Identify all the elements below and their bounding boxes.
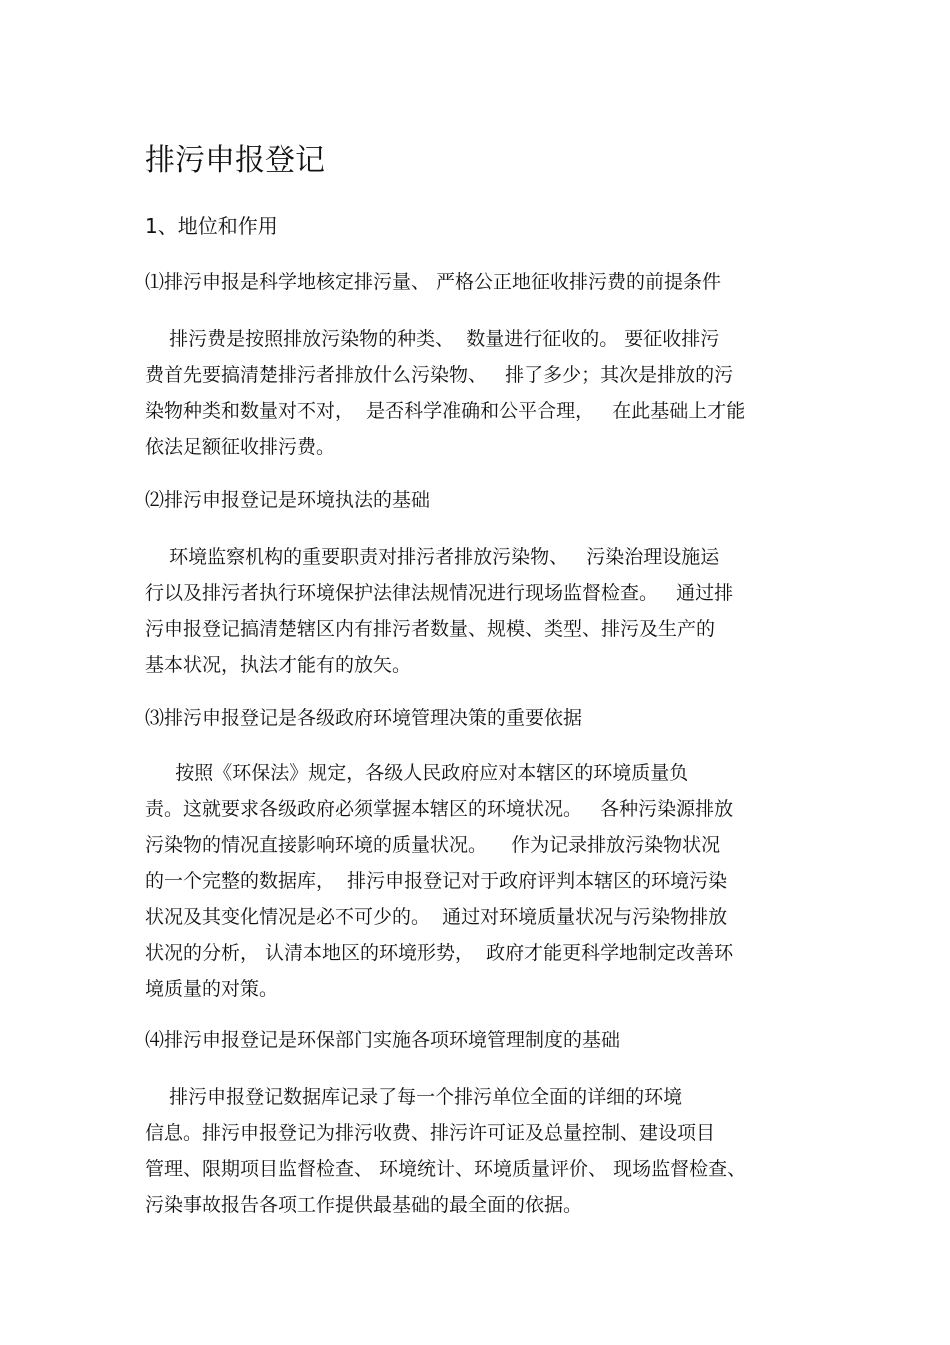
paragraph-2 bbox=[145, 539, 805, 683]
paragraph-line: 状况的分析， 认清本地区的环境形势， 政府才能更科学地制定改善环 bbox=[145, 942, 734, 964]
paragraph-line: 按照《环保法》规定，各级人民政府应对本辖区的环境质量负 bbox=[145, 762, 689, 784]
paragraph-line: 污染物的情况直接影响环境的质量状况。 作为记录排放污染物状况 bbox=[145, 834, 721, 856]
paragraph-line: 责。这就要求各级政府必须掌握本辖区的环境状况。 各种污染源排放 bbox=[145, 798, 734, 820]
page-title: 排污申报登记 bbox=[145, 143, 325, 178]
paragraph-line: 境质量的对策。 bbox=[145, 978, 279, 1000]
paragraph-line: 信息。排污申报登记为排污收费、排污许可证及总量控制、建设项目 bbox=[145, 1122, 716, 1144]
paragraph-line: 污染事故报告各项工作提供最基础的最全面的依据。 bbox=[145, 1194, 583, 1216]
paragraph-line: 排污费是按照排放污染物的种类、 数量进行征收的。 要征收排污 bbox=[145, 328, 720, 350]
paragraph-4 bbox=[145, 1079, 805, 1223]
paragraph-line: 排污申报登记数据库记录了每一个排污单位全面的详细的环境 bbox=[145, 1086, 683, 1108]
subheading-1: ⑴排污申报是科学地核定排污量、 严格公正地征收排污费的前提条件 bbox=[145, 271, 722, 293]
subheading-4: ⑷排污申报登记是环保部门实施各项环境管理制度的基础 bbox=[145, 1029, 621, 1051]
subheading-2: ⑵排污申报登记是环境执法的基础 bbox=[145, 489, 431, 511]
paragraph-line: 依法足额征收排污费。 bbox=[145, 436, 336, 458]
subheading-3: ⑶排污申报登记是各级政府环境管理决策的重要依据 bbox=[145, 707, 583, 729]
section-heading: 1、地位和作用 bbox=[145, 214, 278, 238]
paragraph-line: 管理、限期项目监督检查、 环境统计、环境质量评价、 现场监督检查、 bbox=[145, 1158, 747, 1180]
paragraph-3 bbox=[145, 755, 805, 1007]
paragraph-line: 的一个完整的数据库， 排污申报登记对于政府评判本辖区的环境污染 bbox=[145, 870, 728, 892]
paragraph-line: 环境监察机构的重要职责对排污者排放污染物、 污染治理设施运 bbox=[145, 546, 720, 568]
paragraph-line: 污申报登记搞清楚辖区内有排污者数量、规模、类型、排污及生产的 bbox=[145, 618, 716, 640]
paragraph-line: 基本状况，执法才能有的放矢。 bbox=[145, 654, 412, 676]
paragraph-1 bbox=[145, 321, 805, 465]
paragraph-line: 行以及排污者执行环境保护法律法规情况进行现场监督检查。 通过排 bbox=[145, 582, 734, 604]
paragraph-line: 状况及其变化情况是必不可少的。 通过对环境质量状况与污染物排放 bbox=[145, 906, 728, 928]
paragraph-line: 染物种类和数量对不对， 是否科学准确和公平合理， 在此基础上才能 bbox=[145, 400, 746, 422]
paragraph-line: 费首先要搞清楚排污者排放什么污染物、 排了多少；其次是排放的污 bbox=[145, 364, 734, 386]
